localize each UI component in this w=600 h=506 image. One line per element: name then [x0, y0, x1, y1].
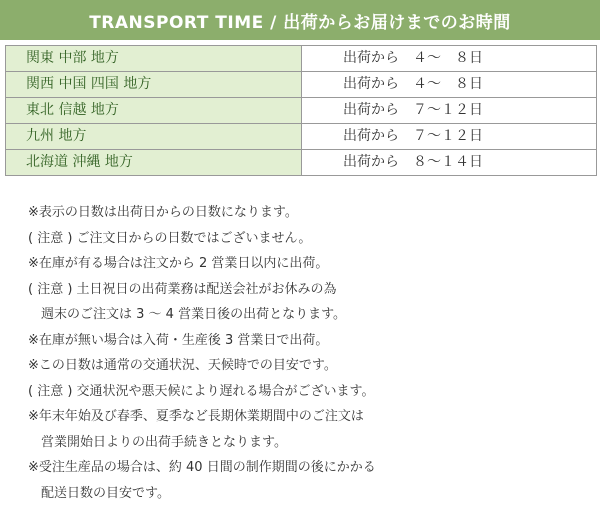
region-cell: 関東 中部 地方: [6, 46, 302, 71]
region-cell: 東北 信越 地方: [6, 98, 302, 123]
note-line: 週末のご注文は 3 ～ 4 営業日後の出荷となります。: [28, 302, 588, 328]
header-title: TRANSPORT TIME / 出荷からお届けまでのお時間: [89, 8, 511, 33]
note-line: ※この日数は通常の交通状況、天候時での目安です。: [28, 353, 588, 379]
header-bar: [0, 0, 600, 40]
time-cell: 出荷から ７～１２日: [302, 98, 596, 123]
note-line: 営業開始日よりの出荷手続きとなります。: [28, 430, 588, 456]
note-line: ( 注意 ) ご注文日からの日数ではございません。: [28, 226, 588, 252]
region-cell: 九州 地方: [6, 124, 302, 149]
note-line: ※在庫が有る場合は注文から 2 営業日以内に出荷。: [28, 251, 588, 277]
table-row: [6, 124, 596, 150]
note-line: ※受注生産品の場合は、約 40 日間の制作期間の後にかかる: [28, 455, 588, 481]
region-cell: 関西 中国 四国 地方: [6, 72, 302, 97]
table-row: [6, 72, 596, 98]
notes-list: [28, 200, 588, 506]
note-line: ※在庫が無い場合は入荷・生産後 3 営業日で出荷。: [28, 328, 588, 354]
transport-time-table: [5, 45, 597, 176]
time-cell: 出荷から ８～１４日: [302, 150, 596, 175]
note-line: 配送日数の目安です。: [28, 481, 588, 506]
time-cell: 出荷から ４～ ８日: [302, 72, 596, 97]
note-line: ※表示の日数は出荷日からの日数になります。: [28, 200, 588, 226]
table-row: [6, 46, 596, 72]
time-cell: 出荷から ４～ ８日: [302, 46, 596, 71]
note-line: ( 注意 ) 土日祝日の出荷業務は配送会社がお休みの為: [28, 277, 588, 303]
note-line: ( 注意 ) 交通状況や悪天候により遅れる場合がございます。: [28, 379, 588, 405]
time-cell: 出荷から ７～１２日: [302, 124, 596, 149]
note-line: ※年末年始及び春季、夏季など長期休業期間中のご注文は: [28, 404, 588, 430]
table-row: [6, 150, 596, 176]
table-row: [6, 98, 596, 124]
region-cell: 北海道 沖縄 地方: [6, 150, 302, 175]
